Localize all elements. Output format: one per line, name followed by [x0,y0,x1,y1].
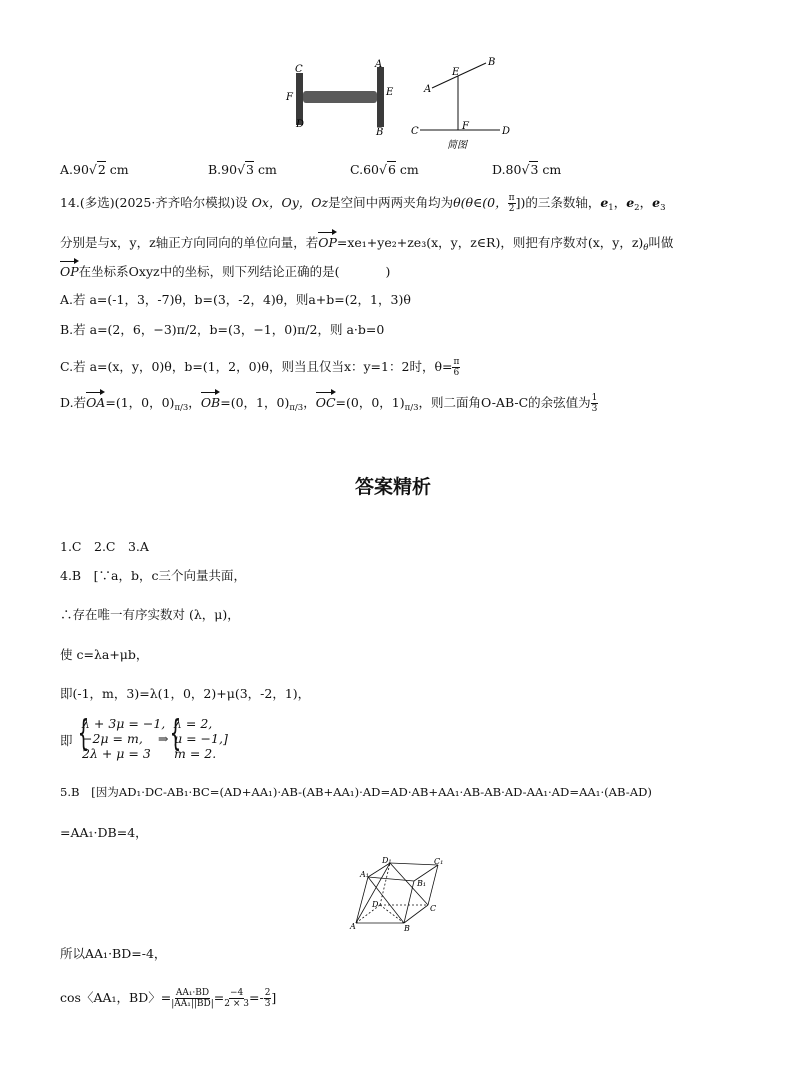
parallelepiped-svg [348,855,448,935]
sketch-label-A: A [424,84,432,95]
q14-op-vector: OP [318,235,337,250]
solution-1: λ = 2, [174,716,213,731]
answers-1-3: 1.C 2.C 3.A [60,539,149,554]
photo-label-A: A [375,59,383,70]
solution-2: μ = −1,] [174,731,228,746]
answer-5-line4: cos〈AA₁，BD〉= $\frac{\text{AA₁·BD}}{\text{|AA₁||BD|}}$ = $\frac{-4}{2 \times 3}$ =- $\frac{2}{3}$ ] [60,988,277,1009]
q14-line2-rest: =xe₁+ye₂+ze₃(x，y，z∈R)，则把有序数对(x，y，z) [336,235,644,250]
photo-label-E: E [386,87,394,98]
system-eq-3: 2λ + μ = 3 [82,746,151,761]
q14-d-1: =(1，0，0) [105,395,175,410]
q14-line2-text: 分别是与x，y，z轴正方向同向的单位向量，若 [60,235,319,250]
q13-a-unit: cm [105,162,129,177]
cube-label-A: A [350,922,356,931]
q14-c-frac: $\frac{\pi}{6}$ [453,357,460,378]
q14-prefix: 14.(多选)(2025·齐齐哈尔模拟)设 [60,195,252,210]
q14-c-text: C.若 a=(x，y，0)θ，b=(1，2，0)θ，则当且仅当x：y=1：2时，θ= [60,359,453,374]
sketch-label-E: E [452,67,460,78]
q14-axes: Ox，Oy，Oz [251,195,329,210]
photo-label-B: B [376,127,384,138]
answer-4-line3: 使 c=λa+μb， [60,647,149,662]
q14-after: ])的三条数轴， [515,195,601,210]
q13-d-radicand: 3 [530,162,539,177]
q14-d-pre: D.若 [60,395,87,410]
cube-label-C1: C₁ [434,857,444,866]
q14-mid: 是空间中两两夹角均为 [328,195,454,210]
q13-b-radicand: 3 [246,162,254,177]
q14-d-vec-ob: OB [200,395,221,410]
photo-label-F: F [286,92,293,103]
clamp-figure [280,55,520,155]
q14-op-vector-2: OP [60,264,79,279]
sketch-label-C: C [411,126,419,137]
q14-theta: θ(θ∈(0， [453,195,508,210]
cube-label-D1: D₁ [382,856,392,865]
q13-d-unit: cm [538,162,562,177]
q14-pi-half: $\frac{\pi}{2}$ [508,193,515,214]
q13-a-text: A.90 [60,162,89,177]
q14-line2: 分别是与x，y，z轴正方向同向的单位向量，若OP=xe₁+ye₂+ze₃(x，y，z∈R)，则把有序数对(x，y，$z)_\theta$叫做 [60,235,674,253]
q13-c-text: C.60 [350,162,379,177]
q14-d-vec-oa: OA [86,395,106,410]
q14-line1: 14.(多选)(2025·齐齐哈尔模拟)设 Ox，Oy，Oz是空间中两两夹角均为θ(θ∈(0， $\frac{\pi}{2}$ ])的三条数轴，$e_1$，$e_2$，$e_3$ [60,193,666,214]
photo-label-D: D [296,119,305,130]
answer-5-line3: 所以AA₁·BD=-4， [60,946,167,961]
q14-line3-text: 在坐标系Oxyz中的坐标，则下列结论正确的是( [78,264,340,279]
cube-label-D: D [372,900,379,909]
q14-d-2: =(0，1，0) [220,395,290,410]
q13-option-a: A.90√2 cm [60,162,129,177]
system-prefix: 即 [60,733,73,748]
system-eq-2: −2μ = m, [82,731,143,746]
q14-d-3: =(0，0，1) [335,395,405,410]
q13-c-unit: cm [395,162,419,177]
q13-option-d: D.80√3 cm [492,162,562,177]
sketch-label-F: F [462,121,469,132]
q14-line2-tail: 叫做 [648,235,674,250]
sketch-caption: 简图 [447,140,467,151]
system-eq-1: λ + 3μ = −1, [82,716,166,731]
clamp-sketch [420,63,500,130]
solution-3: m = 2. [174,746,217,761]
sketch-label-D: D [502,126,511,137]
answer-title: 答案精析 [355,476,432,498]
cube-label-B1: B₁ [417,879,427,888]
q13-b-text: B.90 [208,162,238,177]
cube-label-A1: A₁ [360,870,369,879]
q14-option-c [60,357,460,378]
q13-d-text: D.80 [492,162,522,177]
answer-5-line2: =AA₁·DB=4， [60,825,148,840]
q14-line3 [60,262,390,280]
answer-4-line4: 即(-1，m，3)=λ(1，0，2)+μ(3，-2，1)， [60,686,311,701]
q14-d-vec-oc: OC [315,395,336,410]
q14-d-post: ，则二面角O-AB-C的余弦值为 [418,395,591,410]
cos-frac-3: $\frac{2}{3}$ [264,988,271,1009]
answer-4-line2: ∴存在唯一有序实数对 (λ，μ)， [60,607,240,622]
q13-option-b: B.90√3 cm [208,162,277,177]
cube-label-C: C [430,904,437,913]
sketch-label-B: B [488,57,496,68]
q14-option-a: A.若 a=(-1，3，-7)θ，b=(3，-2，4)θ，则a+b=(2，1，3)θ [60,292,411,307]
answer-4-line1: 4.B [∵a，b，c三个向量共面， [60,568,246,583]
figure-top [280,55,520,155]
parallelepiped-figure [348,855,448,935]
q14-d-frac: $\frac{1}{3}$ [591,393,598,414]
cos-frac-2: $\frac{-4}{2 \times 3}$ [224,988,249,1009]
photo-label-C: C [295,64,303,75]
clamp-photo [285,59,394,138]
q13-a-radicand: 2 [97,162,106,177]
q13-c-radicand: 6 [387,162,396,177]
system-arrow: ⇒ [158,731,169,746]
cos-end: ] [271,990,277,1005]
cos-prefix: cos〈AA₁，BD〉= [60,990,172,1005]
q13-option-c: C.60√6 cm [350,162,419,177]
cos-frac-1: $\frac{\text{AA₁·BD}}{\text{|AA₁||BD|}}$ [171,988,214,1009]
answer-5-line1: 5.B [因为AD₁·DC-AB₁·BC=(AD+AA₁)·AB-(AB+AA₁)·AD=AD·AB+AA₁·AB-AB·AD-AA₁·AD=AA₁·(AB-AD) [60,785,652,799]
cube-label-B: B [404,924,410,933]
q14-paren-close: ) [385,264,391,279]
q14-option-d: D.若OA=(1，0，$0)_{\pi/3}$，OB=(0，1，$0)_{\pi/3}$，OC=(0，0，$1)_{\pi/3}$，则二面角O-AB-C的余弦值为 $\frac{1}{3}$ [60,393,598,414]
q14-option-b: B.若 a=(2，6，−3)π/2，b=(3，−1，0)π/2，则 a·b=0 [60,322,385,337]
q13-b-unit: cm [254,162,277,177]
